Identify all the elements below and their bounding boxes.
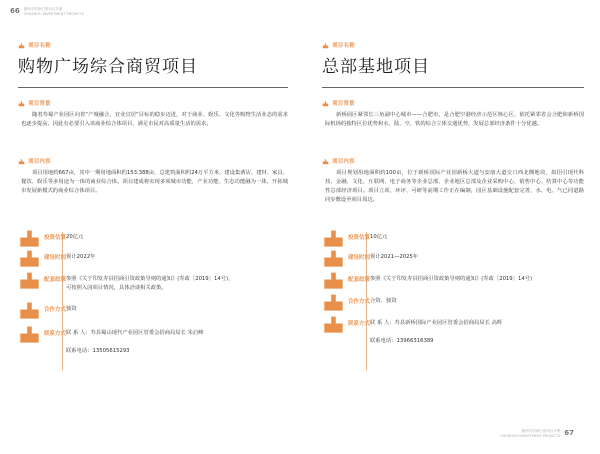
hand-icon xyxy=(322,100,329,107)
content-section xyxy=(322,156,584,205)
info-row-policy: 配套政策 参照《关于印发寿县招商引资政策导则的通知》(寿政〔2019〕14号)， 可按照入园项目情况，具体洽谈相关政策。 xyxy=(18,274,233,293)
content-section xyxy=(18,156,288,196)
contact-phone: 联系电话：13966316389 xyxy=(370,338,434,344)
hand-icon xyxy=(322,290,345,313)
page-number-right: 67 xyxy=(564,429,574,437)
background-text: 随着寿蜀产业园区向着“产城融合，宜业宜居”目标的稳步迈进，对于商业、娱乐、文化等购物生活业态的需求也逐步提高，因此有必要引入该商业综合体项目，满足市民对高质量生活的需求。 xyxy=(21,112,288,127)
hand-icon xyxy=(18,268,41,291)
title-divider xyxy=(322,87,584,88)
info-row-cooperation: 合作方式 独资 xyxy=(18,304,77,314)
header-line-2: CHUZHOU INVESTMENT PROJECTS xyxy=(23,12,84,16)
footer-line-2: CHUZHOU INVESTMENT PROJECTS xyxy=(500,434,561,438)
project-name-label: 项目名称 xyxy=(28,43,51,49)
project-title: 购物广场综合商贸项目 xyxy=(18,57,198,77)
header-line-1: 滁州市招商引资项目手册 xyxy=(23,7,63,11)
hand-icon xyxy=(18,298,41,321)
project-title: 总部基地项目 xyxy=(322,57,430,77)
info-row-contact: 联系方式 联 系 人：寿县新桥国际产业园区管委会招商局局长 高辉 联系电话：13966316389 xyxy=(322,318,502,346)
content-label: 项目内容 xyxy=(28,159,51,165)
hand-icon xyxy=(322,268,345,291)
content-text: 项目用地约667亩，其中一期用地面积约153.388亩，总建筑面积约24万平方米，建设集酒店、建材、家具、餐饮、娱乐等多用途为一体的商业综合体。项目建成将实现多项城市功能，产业功能、生态功能融为一体，开拓城市发展新模式的商业综合体项目。 xyxy=(21,170,288,194)
background-label: 项目背景 xyxy=(28,101,51,107)
hand-icon xyxy=(322,42,329,49)
hand-icon xyxy=(322,246,345,269)
contact-person: 联 系 人：寿县新桥国际产业园区管委会招商局局长 高辉 xyxy=(370,320,503,326)
left-project xyxy=(18,40,288,354)
project-name-tag xyxy=(322,40,584,50)
background-label: 项目背景 xyxy=(332,101,355,107)
background-text: 新桥园区紧邻长三角副中心城市——合肥市，是合肥空港经济示范区核心区，依托紧邻省会合肥和新桥国际机场的独特区位优势和水、陆、空、铁的综合立体交通优势，发展总部经济条件十分优越。 xyxy=(325,112,584,127)
contact-phone: 联系电话：13505615293 xyxy=(66,348,130,354)
hand-icon xyxy=(18,246,41,269)
project-name-label: 项目名称 xyxy=(332,43,355,49)
hand-icon xyxy=(18,322,41,345)
hand-icon xyxy=(18,42,25,49)
title-divider xyxy=(18,87,288,88)
page-header xyxy=(10,6,84,16)
hand-icon xyxy=(322,158,329,165)
info-row-schedule: 建设时间 预计2021—2025年 xyxy=(322,252,418,262)
hand-icon xyxy=(322,312,345,335)
info-row-schedule: 建设时间 预计2022年 xyxy=(18,252,95,262)
right-project xyxy=(322,40,584,344)
background-section xyxy=(322,98,584,129)
project-name-tag xyxy=(18,40,288,50)
content-label: 项目内容 xyxy=(332,159,355,165)
info-row-contact: 联系方式 联 系 人：寿县蜀山现代产业园区管委会招商局局长 朱启峰 联系电话：13505615293 xyxy=(18,328,203,356)
footer-line-1: 滁州市招商引资项目手册 xyxy=(521,429,561,433)
hand-icon xyxy=(18,100,25,107)
info-row-investment: 投资估算 10亿元 xyxy=(322,232,387,242)
content-text: 项目规划用地面积约100亩，位于新桥国际产业园新桥大道与安康大道交口西北侧地块，拟招引现代科技、金融、文化、互联网、电子商务等企业总部、企业地区总部及企业采购中心、销售中心、结算中心等功能性总部经济项目。项目立项、环评、可研等前期工作正在编制，园区基础设施配套完善，水、电、气已同道路同步敷设至项目周边。 xyxy=(325,170,584,203)
hand-icon xyxy=(18,158,25,165)
info-row-cooperation: 合作方式 合资、独资 xyxy=(322,296,397,306)
page-footer xyxy=(500,428,574,438)
page-number-left: 66 xyxy=(10,7,20,15)
info-row-policy: 配套政策 参照《关于印发寿县招商引资政策导则的通知》(寿政〔2019〕14号) xyxy=(322,274,532,284)
contact-person: 联 系 人：寿县蜀山现代产业园区管委会招商局局长 朱启峰 xyxy=(66,330,204,336)
info-row-investment: 投资估算 20亿元 xyxy=(18,232,83,242)
background-section xyxy=(18,98,288,129)
